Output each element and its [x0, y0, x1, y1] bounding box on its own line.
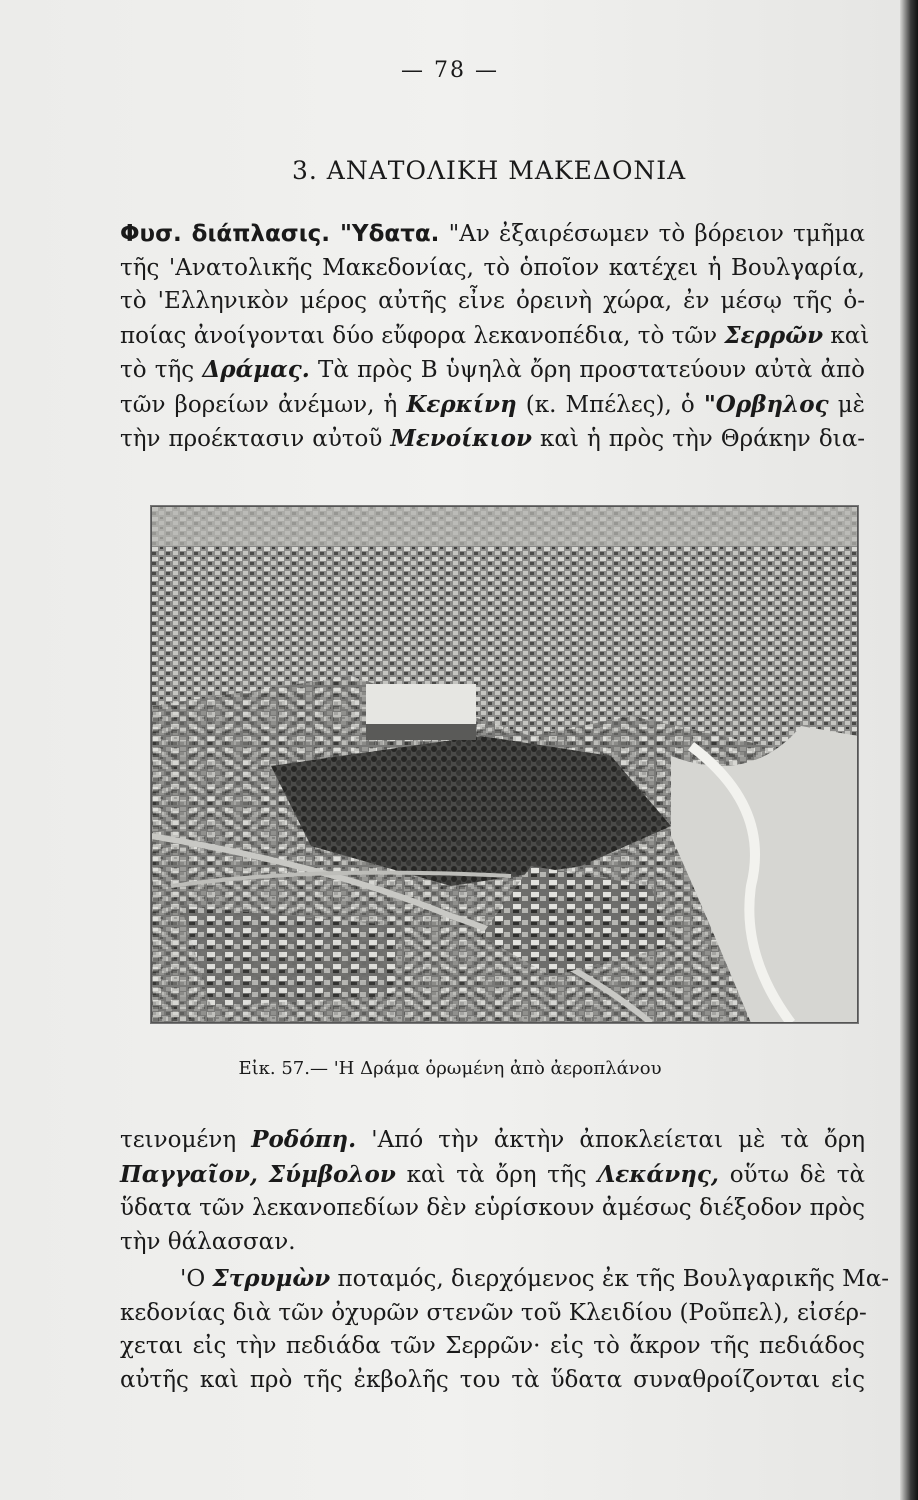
paragraph-1-line-3: τὸ 'Ελληνικὸν μέρος αὐτῆς εἶνε ὀρεινὴ χώρα, ἐν μέσῳ τῆς ὁ- — [120, 288, 865, 314]
mountain-paggaion: Παγγαῖον, — [120, 1160, 258, 1188]
paragraph-1-line-6: τῶν βορείων ἀνέμων, ἡ Κερκίνη (κ. Μπέλες), ὁ "Ορβηλος μὲ — [120, 390, 866, 418]
paragraph-2-line-3: ὕδατα τῶν λεκανοπεδίων δὲν εὑρίσκουν ἀμέσως διέξοδον πρὸς — [120, 1195, 865, 1221]
paragraph-1-line-7: τὴν προέκτασιν αὐτοῦ Μενοίκιον καὶ ἡ πρὸς τὴν Θράκην δια- — [120, 425, 866, 452]
mountain-orvilos: "Ορβηλος — [703, 390, 829, 418]
paragraph-1 — [120, 218, 870, 457]
paragraph-3-line-1: 'Ο Στρυμὼν ποταμός, διερχόμενος ἐκ τῆς Βουλγαρικῆς Μα- — [180, 1265, 890, 1292]
mountain-symvolon: Σύμβολον — [268, 1160, 396, 1188]
paragraph-3 — [120, 1262, 890, 1397]
aerial-photo-drama — [150, 505, 859, 1024]
mountain-lekanis: Λεκάνης, — [597, 1160, 719, 1188]
page-number: — 78 — — [401, 58, 499, 83]
figure-caption: Εἰκ. 57.— 'Η Δράμα ὁρωμένη ἀπὸ ἀεροπλάνου — [238, 1058, 662, 1079]
mountain-kerkini: Κερκίνη — [406, 390, 517, 418]
paragraph-2-line-4: τὴν θάλασσαν. — [120, 1228, 296, 1255]
paragraph-1-line-4: ποίας ἀνοίγονται δύο εὔφορα λεκανοπέδια, τὸ τῶν Σερρῶν καὶ — [120, 321, 870, 349]
river-strymon: Στρυμὼν — [212, 1265, 331, 1292]
paragraph-1-line-1: Φυσ. διάπλασις. "Υδατα. "Αν ἐξαιρέσωμεν τὸ βόρειον τμῆμα — [120, 221, 865, 247]
paragraph-2-line-1: τεινομένη Ροδόπη. 'Από τὴν ἀκτὴν ἀποκλείεται μὲ τὰ ὄρη — [120, 1126, 866, 1153]
section-title: 3. ΑΝΑΤΟΛΙΚΗ ΜΑΚΕΔΟΝΙΑ — [292, 156, 687, 185]
paragraph-3-line-4: αὐτῆς καὶ πρὸ τῆς ἐκβολῆς του τὰ ὕδατα συναθροίζονται εἰς — [120, 1366, 865, 1393]
mountain-menoikion: Μενοίκιον — [390, 425, 532, 452]
paragraph-1-line-2: τῆς 'Ανατολικῆς Μακεδονίας, τὸ ὁποῖον κατέχει ἡ Βουλγαρία, — [120, 254, 865, 281]
paragraph-3-line-3: χεται εἰς τὴν πεδιάδα τῶν Σερρῶν· εἰς τὸ ἄκρον τῆς πεδιάδος — [120, 1333, 865, 1359]
aerial-photo-illustration — [151, 506, 858, 1023]
paragraph-heading: Φυσ. διάπλασις. "Υδατα. — [120, 221, 440, 247]
paragraph-2 — [120, 1123, 865, 1259]
paragraph-1-line-5: τὸ τῆς Δράμας. Τὰ πρὸς Β ὑψηλὰ ὄρη προστατεύουν αὐτὰ ἀπὸ — [120, 356, 865, 383]
paragraph-2-line-2: Παγγαῖον, Σύμβολον καὶ τὰ ὄρη τῆς Λεκάνης, οὕτω δὲ τὰ — [120, 1160, 865, 1188]
place-dramas: Δράμας. — [202, 356, 310, 383]
paragraph-3-line-2: κεδονίας διὰ τῶν ὀχυρῶν στενῶν τοῦ Κλειδίου (Ροῦπελ), εἰσέρ- — [120, 1299, 867, 1326]
book-spine-edge — [900, 0, 918, 1500]
mountain-rodopi: Ροδόπη. — [251, 1126, 357, 1153]
place-serron: Σερρῶν — [724, 321, 824, 349]
